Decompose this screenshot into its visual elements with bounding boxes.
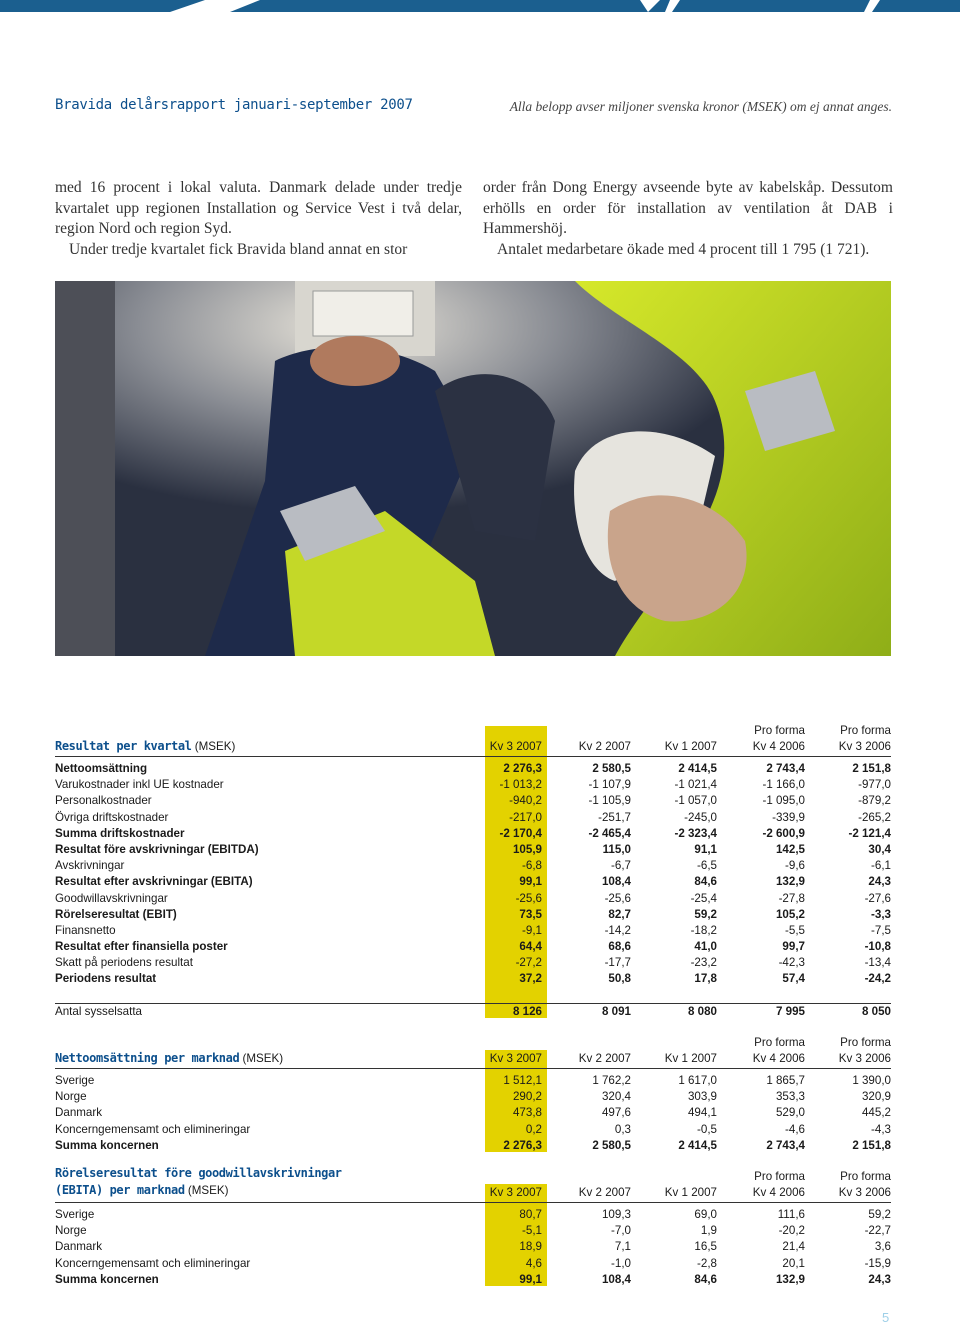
table-cell: -2 465,4 — [588, 826, 631, 840]
table-cell: 16,5 — [694, 1240, 717, 1254]
table-cell: 2 580,5 — [592, 1138, 631, 1152]
row-label: Norge — [55, 1224, 87, 1238]
proforma-label: Pro forma — [840, 724, 891, 737]
table-cell: 1 512,1 — [503, 1074, 542, 1087]
table-row — [55, 923, 891, 939]
proforma-label: Pro forma — [754, 1036, 805, 1049]
period-header: Kv 4 2006 — [752, 1186, 805, 1199]
table-cell: 0,3 — [614, 1122, 631, 1136]
period-header: Kv 2 2007 — [578, 1186, 631, 1199]
row-label: Summa koncernen — [55, 1272, 159, 1286]
row-label: Antal sysselsatta — [55, 1005, 142, 1018]
table-row — [55, 874, 891, 890]
table-cell: 445,2 — [861, 1106, 891, 1120]
table-row — [55, 955, 891, 971]
table-cell: 7 995 — [775, 1005, 805, 1018]
table-cell: 99,7 — [782, 940, 805, 954]
row-label: Goodwillavskrivningar — [55, 891, 168, 905]
table-cell: 2 151,8 — [852, 1138, 891, 1152]
table-cell: 2 414,5 — [678, 1138, 717, 1152]
table-cell: -22,7 — [864, 1224, 891, 1238]
table-cell: 473,8 — [512, 1106, 542, 1120]
table-cell: 84,6 — [694, 875, 717, 889]
table-row — [55, 1239, 891, 1255]
table-cell: 69,0 — [694, 1208, 717, 1221]
table-cell: -6,7 — [611, 859, 631, 873]
table-cell: 1 865,7 — [766, 1074, 805, 1087]
table-cell: 109,3 — [601, 1208, 631, 1221]
quarterly-results-table — [55, 722, 891, 988]
row-label: Danmark — [55, 1106, 103, 1120]
row-label: Sverige — [55, 1074, 95, 1087]
table-cell: -2 323,4 — [674, 826, 717, 840]
proforma-label: Pro forma — [840, 1170, 891, 1183]
table-body — [55, 761, 891, 988]
table-cell: 80,7 — [519, 1208, 542, 1221]
table-cell: 20,1 — [782, 1256, 805, 1270]
row-label: Övriga driftskostnader — [55, 810, 169, 824]
table-cell: 529,0 — [775, 1106, 805, 1120]
table-row — [55, 971, 891, 987]
table-cell: -9,6 — [785, 859, 805, 873]
table-cell: 64,4 — [519, 940, 542, 954]
proforma-label: Pro forma — [754, 1170, 805, 1183]
paragraph: order från Dong Energy avseende byte av kabelskåp. Dessutom erhölls en order för installation av ventilation åt DAB i Hammershöj. — [483, 179, 893, 237]
table-cell: 59,2 — [868, 1208, 891, 1221]
table-cell: 91,1 — [694, 842, 717, 856]
table-cell: 105,2 — [775, 907, 805, 921]
table-cell: -2 600,9 — [762, 826, 805, 840]
table-cell: -18,2 — [690, 923, 717, 937]
table-cell: 4,6 — [525, 1256, 542, 1270]
table-row — [55, 826, 891, 842]
table-cell: -2 170,4 — [499, 826, 542, 840]
row-label: Finansnetto — [55, 923, 116, 937]
table-row — [55, 810, 891, 826]
table-cell: -9,1 — [522, 923, 542, 937]
table-row — [55, 761, 891, 777]
table-cell: -1 057,0 — [674, 794, 717, 808]
table-cell: -10,8 — [864, 940, 891, 954]
table-row — [55, 1073, 891, 1089]
row-label: Nettoomsättning — [55, 762, 148, 775]
text-column-right — [483, 178, 893, 260]
row-label: Resultat efter avskrivningar (EBITA) — [55, 875, 253, 889]
table-cell: 1 617,0 — [678, 1074, 717, 1087]
table-cell: 2 580,5 — [592, 762, 631, 775]
table-body — [55, 1073, 891, 1154]
row-label: Avskrivningar — [55, 859, 125, 873]
period-header: Kv 3 2006 — [838, 1186, 891, 1199]
row-label: Summa driftskostnader — [55, 826, 185, 840]
table-cell: 142,5 — [775, 842, 805, 856]
period-header: Kv 2 2007 — [578, 1052, 631, 1065]
table-cell: 320,4 — [601, 1090, 631, 1104]
table-cell: 84,6 — [694, 1272, 717, 1286]
table-cell: -24,2 — [864, 972, 891, 986]
table-cell: -15,9 — [864, 1256, 891, 1270]
table-cell: -1 095,0 — [762, 794, 805, 808]
table-cell: -339,9 — [772, 810, 805, 824]
table-cell: 3,6 — [874, 1240, 891, 1254]
table-cell: 2 743,4 — [766, 1138, 805, 1152]
table-cell: 73,5 — [519, 907, 542, 921]
table-cell: 2 414,5 — [678, 762, 717, 775]
sales-per-market-table — [55, 1034, 891, 1154]
table-cell: -25,6 — [515, 891, 542, 905]
table-header — [55, 1034, 891, 1069]
ebita-per-market-table — [55, 1168, 891, 1288]
table-cell: -2,8 — [697, 1256, 717, 1270]
table-cell: -7,0 — [611, 1224, 631, 1238]
table-cell: 108,4 — [601, 1272, 631, 1286]
table-cell: 2 276,3 — [503, 762, 542, 775]
table-cell: 108,4 — [601, 875, 631, 889]
table-header — [55, 722, 891, 757]
table-header — [55, 1168, 891, 1203]
table-cell: -20,2 — [778, 1224, 805, 1238]
table-cell: 41,0 — [694, 940, 717, 954]
table-cell: 8 080 — [687, 1005, 717, 1018]
table-cell: -1 021,4 — [674, 778, 717, 792]
table-row — [55, 842, 891, 858]
table-cell: 290,2 — [512, 1090, 542, 1104]
table-cell: 24,3 — [868, 1272, 891, 1286]
period-header: Kv 4 2006 — [752, 740, 805, 753]
row-label: Koncerngemensamt och elimineringar — [55, 1122, 251, 1136]
table-title: Nettoomsättning per marknad (MSEK) — [55, 1051, 284, 1065]
table-cell: -265,2 — [858, 810, 891, 824]
report-title: Bravida delårsrapport januari-september 2007 — [55, 97, 413, 113]
paragraph: Antalet medarbetare ökade med 4 procent till 1 795 (1 721). — [497, 240, 870, 258]
table-cell: -25,4 — [690, 891, 717, 905]
table-cell: 8 091 — [601, 1005, 631, 1018]
table-body — [55, 1207, 891, 1288]
row-label: Personalkostnader — [55, 794, 152, 808]
table-row — [55, 1272, 891, 1288]
row-label: Resultat efter finansiella poster — [55, 940, 228, 954]
employees-row — [55, 1003, 891, 1020]
table-cell: 115,0 — [602, 842, 631, 856]
table-cell: 132,9 — [775, 1272, 805, 1286]
table-cell: -27,8 — [778, 891, 805, 905]
table-cell: 7,1 — [614, 1240, 631, 1254]
row-label: Koncerngemensamt och elimineringar — [55, 1256, 251, 1270]
row-label: Periodens resultat — [55, 972, 157, 986]
table-cell: -1 013,2 — [499, 778, 542, 792]
table-row — [55, 1256, 891, 1272]
table-cell: 353,3 — [775, 1090, 805, 1104]
table-cell: -5,5 — [785, 923, 805, 937]
table-cell: 8 126 — [512, 1005, 542, 1018]
table-cell: 132,9 — [775, 875, 805, 889]
table-cell: -217,0 — [509, 810, 542, 824]
page-number: 5 — [882, 1310, 890, 1325]
text-column-left — [55, 178, 462, 260]
table-cell: 320,9 — [861, 1090, 891, 1104]
table-cell: 99,1 — [519, 1272, 542, 1286]
currency-note: Alla belopp avser miljoner svenska kronor (MSEK) om ej annat anges. — [509, 99, 892, 114]
table-row — [55, 1223, 891, 1239]
table-cell: -27,6 — [864, 891, 891, 905]
table-cell: -23,2 — [690, 956, 717, 970]
table-cell: 1,9 — [700, 1224, 717, 1238]
row-label: Sverige — [55, 1208, 95, 1221]
table-cell: 18,9 — [519, 1240, 542, 1254]
table-cell: 2 276,3 — [503, 1138, 542, 1152]
table-cell: -2 121,4 — [848, 826, 891, 840]
row-label: Resultat före avskrivningar (EBITDA) — [55, 842, 259, 856]
table-cell: 24,3 — [868, 875, 891, 889]
period-header: Kv 2 2007 — [578, 740, 631, 753]
table-cell: 303,9 — [687, 1090, 717, 1104]
row-label: Norge — [55, 1090, 87, 1104]
table-cell: -1 166,0 — [762, 778, 805, 792]
row-label: Varukostnader inkl UE kostnader — [55, 778, 224, 792]
table-row — [55, 1207, 891, 1223]
table-cell: -7,5 — [871, 923, 891, 937]
paragraph: med 16 procent i lokal valuta. Danmark delade under tredje kvartalet upp regionen Installation og Service Vest i två delar, region Nord och region Syd. — [55, 179, 462, 237]
table-cell: 8 050 — [861, 1005, 891, 1018]
period-header: Kv 1 2007 — [664, 1186, 717, 1199]
table-cell: -1 107,9 — [588, 778, 631, 792]
table-cell: 111,6 — [777, 1208, 805, 1221]
table-cell: -5,1 — [522, 1224, 542, 1238]
worker-photo — [55, 281, 891, 656]
row-label: Summa koncernen — [55, 1138, 159, 1152]
table-title: Rörelseresultat före goodwillavskrivningar (EBITA) per marknad (MSEK) — [55, 1166, 342, 1197]
table-row — [55, 907, 891, 923]
period-header: Kv 3 2007 — [489, 1052, 542, 1065]
table-cell: 2 743,4 — [766, 762, 805, 775]
table-cell: 105,9 — [512, 842, 542, 856]
table-cell: -245,0 — [684, 810, 717, 824]
table-row — [55, 939, 891, 955]
table-cell: -3,3 — [871, 907, 891, 921]
table-cell: -0,5 — [697, 1122, 717, 1136]
table-cell: -25,6 — [604, 891, 631, 905]
period-header: Kv 3 2006 — [838, 1052, 891, 1065]
table-cell: -14,2 — [604, 923, 631, 937]
table-cell: -6,8 — [522, 859, 542, 873]
table-cell: -1,0 — [611, 1256, 631, 1270]
period-header: Kv 3 2007 — [489, 740, 542, 753]
table-cell: 57,4 — [782, 972, 805, 986]
table-cell: -251,7 — [598, 810, 631, 824]
row-label: Rörelseresultat (EBIT) — [55, 907, 177, 921]
table-cell: 1 762,2 — [592, 1074, 631, 1087]
table-cell: -4,3 — [871, 1122, 891, 1136]
table-cell: 17,8 — [694, 972, 717, 986]
table-title: Resultat per kvartal (MSEK) — [55, 739, 236, 753]
table-cell: 497,6 — [601, 1106, 631, 1120]
period-header: Kv 1 2007 — [664, 1052, 717, 1065]
table-cell: -6,5 — [697, 859, 717, 873]
period-header: Kv 3 2007 — [489, 1186, 542, 1199]
table-cell: 59,2 — [694, 907, 717, 921]
table-cell: -977,0 — [858, 778, 891, 792]
period-header: Kv 3 2006 — [838, 740, 891, 753]
table-cell: -1 105,9 — [588, 794, 631, 808]
table-cell: 82,7 — [608, 907, 631, 921]
table-cell: 37,2 — [519, 972, 542, 986]
table-row — [55, 793, 891, 809]
table-row — [55, 858, 891, 874]
top-decorative-bar — [0, 0, 960, 12]
table-cell: 0,2 — [525, 1122, 542, 1136]
table-cell: -6,1 — [871, 859, 891, 873]
table-cell: 2 151,8 — [852, 762, 891, 775]
table-cell: -879,2 — [858, 794, 891, 808]
table-row — [55, 777, 891, 793]
table-cell: -940,2 — [509, 794, 542, 808]
period-header: Kv 4 2006 — [752, 1052, 805, 1065]
proforma-label: Pro forma — [754, 724, 805, 737]
table-cell: -42,3 — [778, 956, 805, 970]
period-header: Kv 1 2007 — [664, 740, 717, 753]
paragraph: Under tredje kvartalet fick Bravida bland annat en stor — [69, 240, 408, 258]
table-cell: 1 390,0 — [852, 1074, 891, 1087]
proforma-label: Pro forma — [840, 1036, 891, 1049]
table-row — [55, 1105, 891, 1121]
table-cell: 494,1 — [687, 1106, 717, 1120]
table-cell: -4,6 — [785, 1122, 805, 1136]
table-cell: 21,4 — [782, 1240, 805, 1254]
row-label: Danmark — [55, 1240, 103, 1254]
table-cell: 50,8 — [608, 972, 631, 986]
row-label: Skatt på periodens resultat — [55, 956, 193, 970]
table-row — [55, 1122, 891, 1138]
table-cell: 30,4 — [868, 842, 891, 856]
table-cell: -27,2 — [515, 956, 542, 970]
table-cell: -17,7 — [604, 956, 631, 970]
table-cell: 68,6 — [608, 940, 631, 954]
table-cell: 99,1 — [519, 875, 542, 889]
table-row — [55, 1089, 891, 1105]
table-row — [55, 1138, 891, 1154]
table-row — [55, 891, 891, 907]
table-cell: -13,4 — [864, 956, 891, 970]
